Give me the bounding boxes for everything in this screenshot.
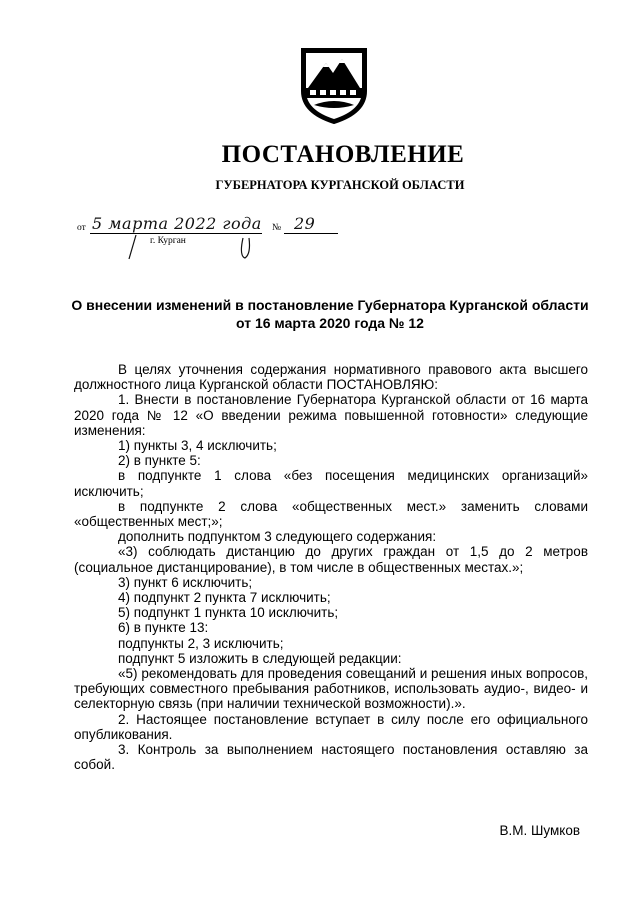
paragraph: в подпункте 2 слова «общественных мест.» заменить словами «общественных мест;»; (74, 498, 588, 530)
paragraph: 2) в пункте 5: (118, 453, 201, 469)
number-prefix: № (272, 223, 282, 233)
handwriting-strokes (125, 232, 265, 262)
paragraph: подпункты 2, 3 исключить; (118, 635, 284, 651)
paragraph: 1) пункты 3, 4 исключить; (118, 438, 277, 454)
paragraph: 1. Внести в постановление Губернатора Курганской области от 16 марта 2020 года № 12 «О введении режима повышенной готовности» следующие изменения: (74, 392, 588, 438)
signature-name: В.М. Шумков (499, 823, 580, 838)
paragraph: в подпункте 1 слова «без посещения медицинских организаций» исключить; (74, 468, 588, 499)
paragraph: 5) подпункт 1 пункта 10 исключить; (118, 605, 339, 621)
city-label: г. Курган (150, 236, 186, 246)
date-value: 5 марта 2022 года (92, 214, 262, 233)
paragraph: В целях уточнения содержания нормативного правового акта высшего должностного лица Курганской области ПОСТАНОВЛЯЮ: (74, 362, 588, 393)
coat-of-arms-emblem (300, 47, 368, 125)
document-title: ПОСТАНОВЛЕНИЕ (221, 141, 465, 168)
paragraph: 3. Контроль за выполнением настоящего постановления оставляю за собой. (74, 742, 588, 773)
paragraph: 2. Настоящее постановление вступает в силу после его официального опубликования. (74, 711, 588, 742)
paragraph: подпункт 5 изложить в следующей редакции: (118, 650, 402, 666)
paragraph: «5) рекомендовать для проведения совещаний и решения иных вопросов, требующих совместного пребывания работников, использовать аудио-, видео- и селекторную связь (при наличии технической возможности).». (74, 666, 588, 712)
heading-line-1: О внесении изменений в постановление Губернатора Курганской области (71, 297, 589, 313)
document-subtitle: ГУБЕРНАТОРА КУРГАНСКОЙ ОБЛАСТИ (215, 178, 465, 192)
paragraph: дополнить подпунктом 3 следующего содержания: (118, 529, 437, 545)
heading-line-2: от 16 марта 2020 года № 12 (236, 315, 424, 331)
number-value: 29 (294, 214, 316, 233)
paragraph: 6) в пункте 13: (118, 620, 209, 636)
document-heading (55, 296, 605, 332)
number-underline (284, 233, 338, 234)
paragraph: 3) пункт 6 исключить; (118, 574, 253, 590)
paragraph: 4) подпункт 2 пункта 7 исключить; (118, 590, 331, 606)
document-body (74, 362, 588, 772)
date-prefix: от (77, 223, 86, 233)
paragraph: «3) соблюдать дистанцию до других граждан от 1,5 до 2 метров (социальное дистанцирование), в том числе в общественных местах.»; (74, 544, 588, 575)
